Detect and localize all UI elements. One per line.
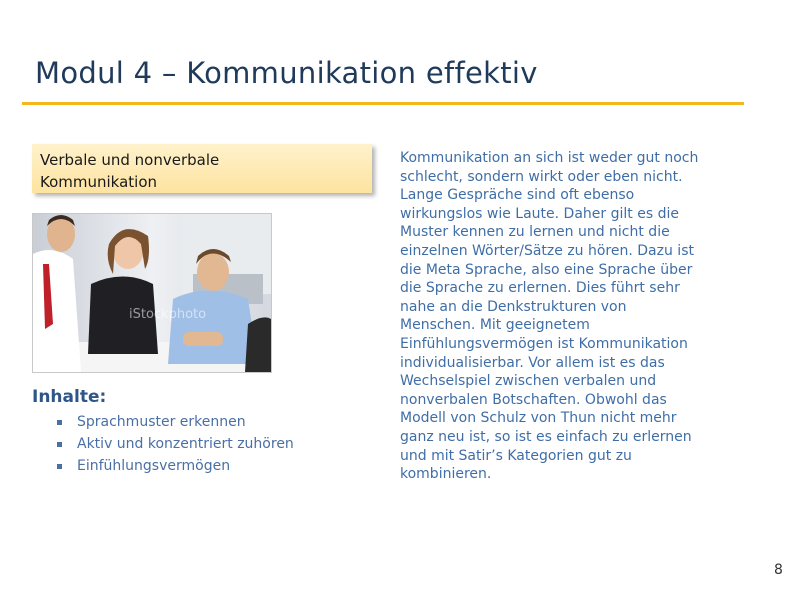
list-item-text: Sprachmuster erkennen	[77, 414, 246, 430]
body-line: die Sprache zu erlernen. Dies führt sehr	[400, 280, 680, 297]
body-line: nonverbalen Botschaften. Obwohl das	[400, 391, 667, 408]
contents-label: Inhalte:	[32, 387, 107, 407]
bullet-square-icon	[57, 442, 62, 447]
watermark-text: iStockphoto	[129, 307, 207, 322]
body-line: Lange Gespräche sind oft ebenso	[400, 187, 635, 204]
contents-list	[57, 411, 294, 477]
photo-illustration	[33, 214, 271, 372]
subtitle-line-2: Kommunikation	[40, 173, 158, 191]
list-item	[57, 433, 294, 455]
list-item-text: Einfühlungsvermögen	[77, 458, 231, 474]
subtitle-box	[32, 144, 372, 193]
body-line: Modell von Schulz von Thun nicht mehr	[400, 410, 677, 427]
body-line: Muster kennen zu lernen und nicht die	[400, 224, 670, 241]
page-number: 8	[774, 562, 783, 578]
body-line: Kommunikation an sich ist weder gut noch	[400, 150, 699, 166]
body-line: schlecht, sondern wirkt oder eben nicht.	[400, 168, 683, 185]
body-line: ganz neu ist, so ist es einfach zu erlernen	[400, 428, 692, 445]
subtitle-line-1: Verbale und nonverbale	[40, 151, 220, 169]
body-line: individualisierbar. Vor allem ist es das	[400, 354, 665, 371]
list-item-text: Aktiv und konzentriert zuhören	[77, 436, 294, 452]
body-line: wirkungslos wie Laute. Daher gilt es die	[400, 205, 679, 222]
business-meeting-photo	[32, 213, 272, 373]
bullet-square-icon	[57, 420, 62, 425]
body-line: nahe an die Denkstrukturen von	[400, 298, 627, 315]
body-line: kombinieren.	[400, 466, 492, 483]
body-paragraph	[400, 149, 745, 484]
list-item	[57, 411, 294, 433]
slide-title: Modul 4 – Kommunikation effektiv	[35, 56, 538, 90]
body-line: Wechselspiel zwischen verbalen und	[400, 373, 657, 390]
body-line: die Meta Sprache, also eine Sprache über	[400, 261, 693, 278]
body-line: Menschen. Mit geeignetem	[400, 317, 590, 334]
body-line: einzelnen Wörter/Sätze zu hören. Dazu ist	[400, 242, 694, 259]
body-line: Einfühlungsvermögen ist Kommunikation	[400, 335, 688, 352]
title-underline	[22, 102, 744, 105]
list-item	[57, 455, 294, 477]
bullet-square-icon	[57, 464, 62, 469]
body-line: und mit Satir’s Kategorien gut zu	[400, 447, 632, 464]
